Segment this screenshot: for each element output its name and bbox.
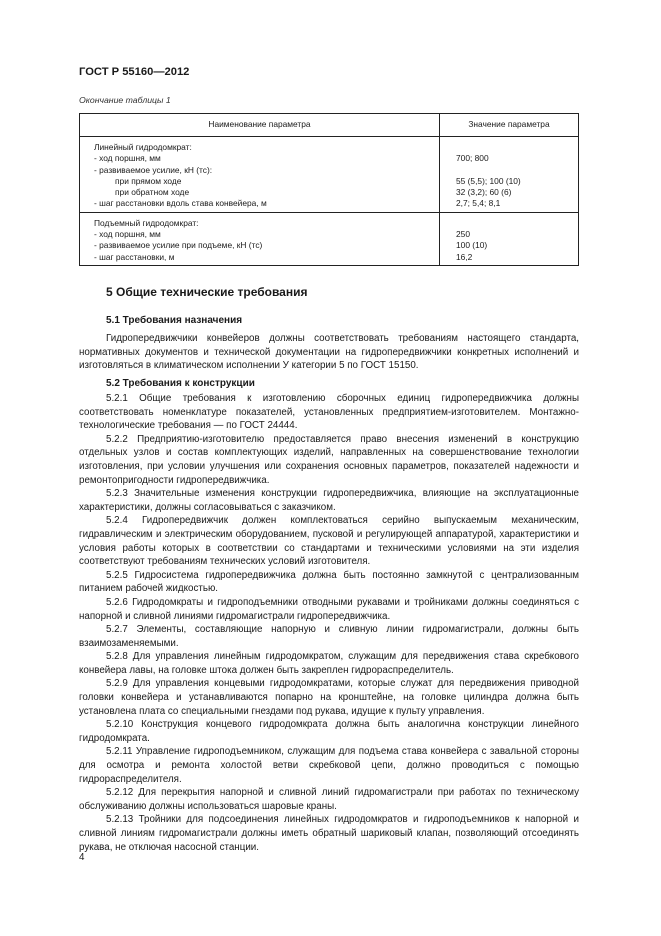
parameter-label: при прямом ходе: [115, 175, 182, 186]
group-title: Линейный гидродомкрат:: [94, 142, 192, 152]
parameter-value: 2,7; 5,4; 8,1: [456, 198, 501, 209]
table-header-row: [80, 114, 579, 137]
column-header-parameter: Наименование параметра: [80, 114, 440, 137]
section-5-1-body: [79, 332, 579, 373]
parameter-label: - развиваемое усилие, кН (тс):: [94, 164, 213, 175]
paragraph-5-2-1: 5.2.1 Общие требования к изготовлению сборочных единиц гидропередвижчика должны соответствовать номенклатуре показателей, установленных предприятием-изготовителем. Монтажно-технологические требования — по ГОСТ 24444.: [79, 393, 579, 432]
section-5-2-body: [79, 392, 579, 854]
paragraph-5-2-9: 5.2.9 Для управления концевыми гидродомкратами, которые служат для передвижения приводной головки конвейера и устанавливаются попарно на кронштейне, на головке цилиндра должна быть установлена плата со специальными гнездами под рукава, идущие к пульту управления.: [79, 678, 579, 717]
parameter-label: - ход поршня, мм: [94, 153, 161, 164]
value-cell: [440, 212, 579, 265]
paragraph-5-2-6: 5.2.6 Гидродомкраты и гидроподъемники отводными рукавами и тройниками должны соединяться с напорной и сливной линиями гидромагистрали гидропередвижчика.: [79, 596, 579, 622]
paragraph-5-2-13: 5.2.13 Тройники для подсоединения линейных гидродомкратов и гидроподъемников к напорной и сливной линиям гидромагистрали должны иметь обратный шариковый клапан, позволяющий отсоединять рукава, не отключая насосной станции.: [79, 814, 579, 853]
paragraph-5-2-8: 5.2.8 Для управления линейным гидродомкратом, служащим для передвижения става скребкового конвейера лавы, на головке штока должен быть закреплен гидрораспределитель.: [79, 651, 579, 676]
parameter-value: 16,2: [456, 251, 473, 262]
table-row: [80, 137, 579, 213]
paragraph-5-2-10: 5.2.10 Конструкция концевого гидродомкрата должна быть аналогична конструкции линейного гидродомкрата.: [79, 719, 579, 744]
parameter-label: при обратном ходе: [115, 187, 190, 198]
paragraph-5-2-11: 5.2.11 Управление гидроподъемником, служащим для подъема става конвейера с завальной стороны для осмотра и ремонта холостой ветви скребковой цепи, должно проводиться с помощью гидрораспределителя.: [79, 746, 579, 785]
parameters-table: [79, 113, 579, 266]
parameter-label: - развиваемое усилие при подъеме, кН (тс): [94, 240, 263, 251]
paragraph: Гидропередвижчики конвейеров должны соответствовать требованиям настоящего стандарта, нормативных документов и технической документации на гидропередвижчики конкретных исполнений и изготовляться в климатическом исполнении У категории 5 по ГОСТ 15150.: [79, 333, 579, 372]
parameter-label: - шаг расстановки вдоль става конвейера, м: [94, 198, 267, 209]
paragraph-5-2-5: 5.2.5 Гидросистема гидропередвижчика должна быть постоянно замкнутой с централизованным питанием рабочей жидкостью.: [79, 569, 579, 595]
table-caption: Окончание таблицы 1: [79, 95, 171, 105]
parameter-value: 32 (3,2); 60 (6): [456, 187, 512, 198]
section-5-heading: 5 Общие технические требования: [106, 285, 308, 299]
parameter-label: - ход поршня, мм: [94, 229, 161, 240]
paragraph-5-2-4: 5.2.4 Гидропередвижчик должен комплектоваться серийно выпускаемым механическим, гидравлическим и электрическим оборудованием, пусковой и регулирующей аппаратурой, характеристики и условия работы которых в соответствии со стандартами и техническими условиями на эти изделия соответствуют требованиям технических условий изготовителя.: [79, 515, 579, 568]
value-cell: [440, 137, 579, 213]
paragraph-5-2-2: 5.2.2 Предприятию-изготовителю предоставляется право внесения изменений в конструкцию отдельных узлов и состав комплектующих изделий, направленных на совершенствование технологии изготовления, при условии улучшения или сохранения основных параметров, показателей надежности и ремонтопригодности гидропередвижчика.: [79, 433, 579, 486]
table-row: [80, 212, 579, 265]
paragraph-5-2-3: 5.2.3 Значительные изменения конструкции гидропередвижчика, влияющие на эксплуатационные характеристики, должны согласовываться с заказчиком.: [79, 488, 579, 513]
parameter-value: 55 (5,5); 100 (10): [456, 175, 521, 186]
group-title: Подъемный гидродомкрат:: [94, 217, 199, 228]
parameter-label: - шаг расстановки, м: [94, 251, 175, 262]
column-header-value: Значение параметра: [440, 114, 579, 137]
parameter-cell: [80, 137, 440, 213]
page-number: 4: [79, 852, 85, 863]
paragraph-5-2-7: 5.2.7 Элементы, составляющие напорную и сливную линии гидромагистрали, должны быть взаимозаменяемыми.: [79, 624, 579, 649]
document-header: ГОСТ Р 55160—2012: [79, 66, 190, 78]
section-5-2-heading: 5.2 Требования к конструкции: [106, 378, 255, 389]
parameter-value: 100 (10): [456, 240, 488, 251]
parameter-value: 700; 800: [456, 153, 489, 164]
parameter-value: 250: [456, 229, 470, 240]
section-5-1-heading: 5.1 Требования назначения: [106, 315, 243, 326]
paragraph-5-2-12: 5.2.12 Для перекрытия напорной и сливной линий гидромагистрали при работах по техническому обслуживанию должны использоваться шаровые краны.: [79, 787, 579, 812]
parameter-cell: [80, 212, 440, 265]
